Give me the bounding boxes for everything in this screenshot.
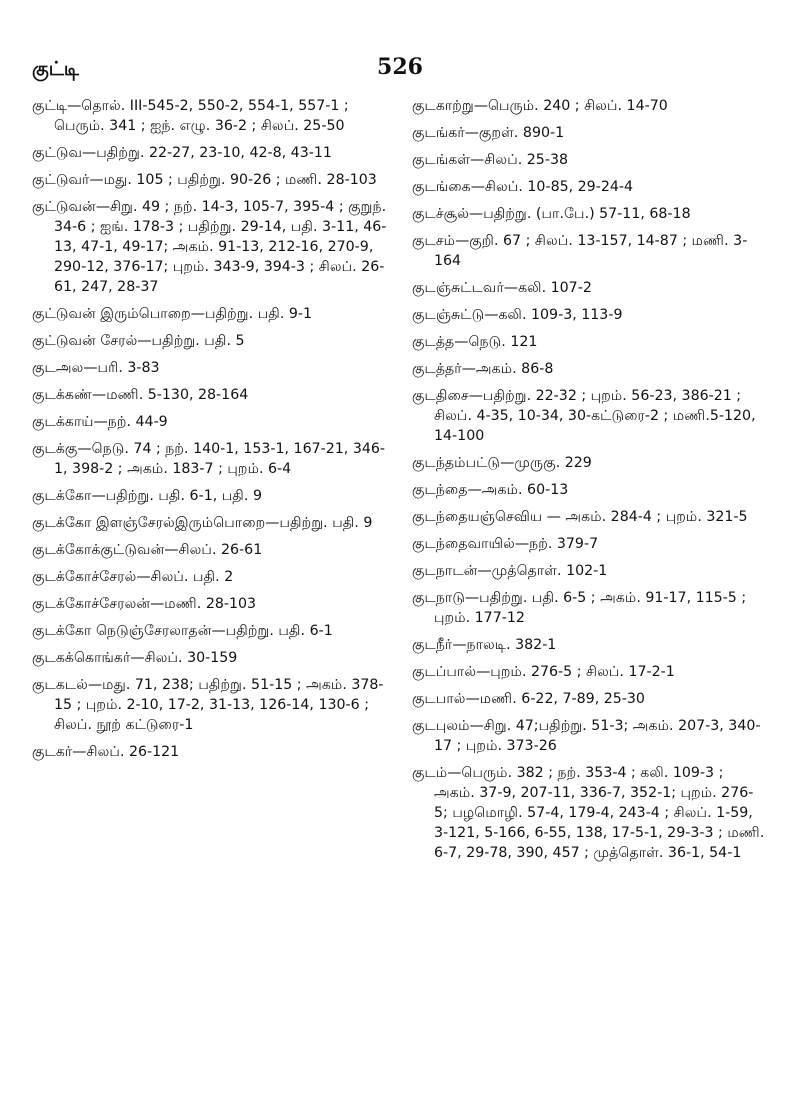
index-entry: குட்டுவன்—சிறு. 49 ; நற். 14-3, 105-7, 395-4 ; குறுந். 34-6 ; ஐங். 178-3 ; பதிற்று. 29-14, பதி. 3-11, 46-13, 47-1, 49-17; அகம். 91-13, 212-16, 270-9, 290-12, 376-17; புறம். 343-9, 394-3 ; சிலப். 26-61, 247, 28-37 xyxy=(32,199,387,295)
index-entry: குடநாடன்—முத்தொள். 102-1 xyxy=(412,563,608,579)
index-entry: குடநாடு—பதிற்று. பதி. 6-5 ; அகம். 91-17, 115-5 ; புறம். 177-12 xyxy=(412,590,747,626)
index-entry: குட்டுவர்—மது. 105 ; பதிற்று. 90-26 ; மணி. 28-103 xyxy=(32,172,377,188)
index-entry: குடகக்கொங்கர்—சிலப். 30-159 xyxy=(32,650,238,666)
index-entry: குடதிசை—பதிற்று. 22-32 ; புறம். 56-23, 386-21 ; சிலப். 4-35, 10-34, 30-கட்டுரை-2 ; மணி.5-120, 14-100 xyxy=(412,388,756,444)
index-entry: குடங்கள்—சிலப். 25-38 xyxy=(412,152,569,168)
index-entry: குடக்கோ நெடுஞ்சேரலாதன்—பதிற்று. பதி. 6-1 xyxy=(32,623,333,639)
index-entry: குடக்கோ இளஞ்சேரல்இரும்பொறை—பதிற்று. பதி. 9 xyxy=(32,515,373,531)
index-entry: குடத்த—நெடு. 121 xyxy=(412,334,538,350)
page-header xyxy=(32,54,768,88)
index-entry: குடத்தர்—அகம். 86-8 xyxy=(412,361,554,377)
index-entry: குடபால்—மணி. 6-22, 7-89, 25-30 xyxy=(412,691,645,707)
index-entry: குடந்தைவாயில்—நற். 379-7 xyxy=(412,536,599,552)
index-entry: குடஞ்சுட்டவர்—கலி. 107-2 xyxy=(412,280,592,296)
index-entry: குட்டுவன் சேரல்—பதிற்று. பதி. 5 xyxy=(32,333,245,349)
index-entry: குடகர்—சிலப். 26-121 xyxy=(32,744,180,760)
index-entry: குடங்கர்—குறள். 890-1 xyxy=(412,125,565,141)
index-entry: குடச்சூல்—பதிற்று. (பா.பே.) 57-11, 68-18 xyxy=(412,206,691,222)
index-entry: குடக்கோ—பதிற்று. பதி. 6-1, பதி. 9 xyxy=(32,488,262,504)
index-entry: குடக்கு—நெடு. 74 ; நற். 140-1, 153-1, 167-21, 346-1, 398-2 ; அகம். 183-7 ; புறம். 6-4 xyxy=(32,441,386,477)
page-number: 526 xyxy=(377,54,423,80)
index-entry: குடக்கோக்குட்டுவன்—சிலப். 26-61 xyxy=(32,542,263,558)
index-entry: குடஅல—பரி. 3-83 xyxy=(32,360,160,376)
index-entry: குடஞ்சுட்டு—கலி. 109-3, 113-9 xyxy=(412,307,623,323)
index-entry: குடந்தை—அகம். 60-13 xyxy=(412,482,569,498)
left-column xyxy=(32,96,387,769)
right-column xyxy=(412,96,767,870)
index-entry: குடக்காய்—நற். 44-9 xyxy=(32,414,168,430)
index-entry: குடக்கோச்சேரலன்—மணி. 28-103 xyxy=(32,596,257,612)
index-entry: குடப்பால்—புறம். 276-5 ; சிலப். 17-2-1 xyxy=(412,664,675,680)
index-entry: குட்டி—தொல். III-545-2, 550-2, 554-1, 557-1 ; பெரும். 341 ; ஐந். எழு. 36-2 ; சிலப். 25-50 xyxy=(32,98,349,134)
index-entry: குடக்கோச்சேரல்—சிலப். பதி. 2 xyxy=(32,569,234,585)
index-entry: குடசம்—குறி. 67 ; சிலப். 13-157, 14-87 ; மணி. 3-164 xyxy=(412,233,748,269)
index-entry: குடந்தம்பட்டு—முருகு. 229 xyxy=(412,455,592,471)
index-entry: குடங்கை—சிலப். 10-85, 29-24-4 xyxy=(412,179,634,195)
running-head: குட்டி xyxy=(32,58,80,80)
index-entry: குடக்கண்—மணி. 5-130, 28-164 xyxy=(32,387,249,403)
index-entry: குட்டுவன் இரும்பொறை—பதிற்று. பதி. 9-1 xyxy=(32,306,313,322)
index-entry: குடபுலம்—சிறு. 47;பதிற்று. 51-3; அகம். 207-3, 340-17 ; புறம். 373-26 xyxy=(412,718,761,754)
index-entry: குடகாற்று—பெரும். 240 ; சிலப். 14-70 xyxy=(412,98,668,114)
index-entry: குடம்—பெரும். 382 ; நற். 353-4 ; கலி. 109-3 ; அகம். 37-9, 207-11, 336-7, 352-1; புறம். 276-5; பழமொழி. 57-4, 179-4, 243-4 ; சிலப். 1-59, 3-121, 5-166, 6-55, 138, 17-5-1, 29-3-3 ; மணி. 6-7, 29-78, 390, 457 ; முத்தொள். 36-1, 54-1 xyxy=(412,765,765,861)
index-entry: குட்டுவ—பதிற்று. 22-27, 23-10, 42-8, 43-11 xyxy=(32,145,332,161)
index-entry: குடகடல்—மது. 71, 238; பதிற்று. 51-15 ; அகம். 378-15 ; புறம். 2-10, 17-2, 31-13, 126-14, 130-6 ; சிலப். நூற் கட்டுரை-1 xyxy=(32,677,384,733)
index-entry: குடந்தையஞ்செவிய — அகம். 284-4 ; புறம். 321-5 xyxy=(412,509,748,525)
index-entry: குடநீர்—நாலடி. 382-1 xyxy=(412,637,557,653)
